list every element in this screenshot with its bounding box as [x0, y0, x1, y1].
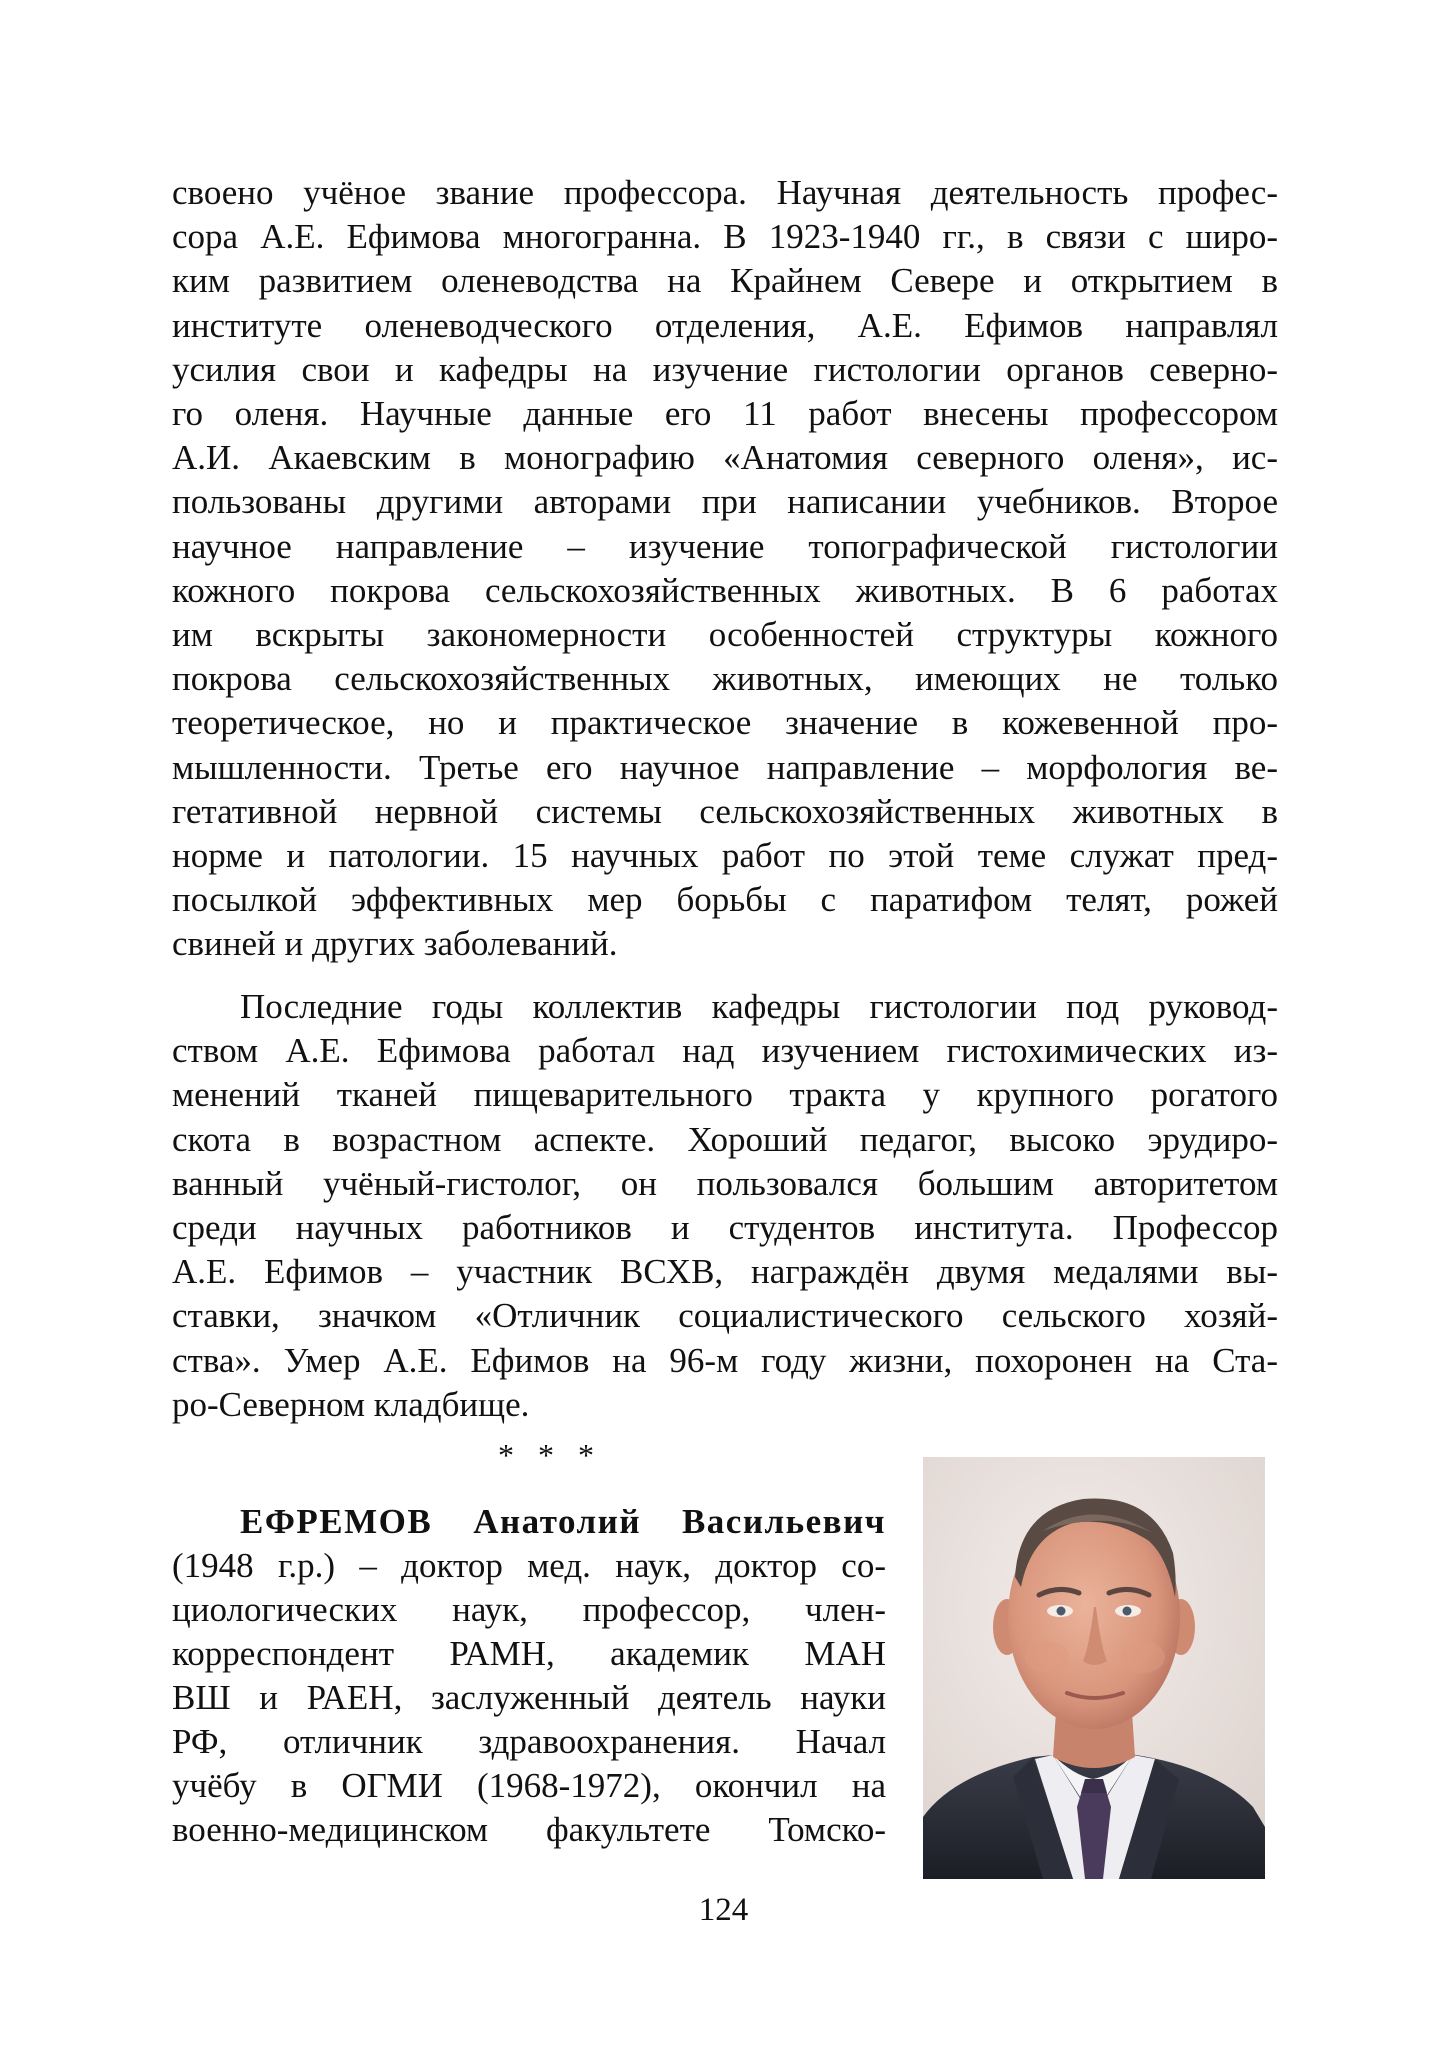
paragraph-line: свиней и других заболеваний.: [172, 924, 618, 964]
paragraph-line: мышленности. Третье его научное направление – морфология ве-: [172, 747, 1278, 787]
paragraph-line: А.Е. Ефимов – участник ВСХВ, награждён двумя медалями вы-: [172, 1252, 1278, 1292]
paragraph-line: институте оленеводческого отделения, А.Е. Ефимов направлял: [172, 305, 1278, 345]
paragraph-line: научное направление – изучение топографической гистологии: [172, 526, 1278, 566]
paragraph-line: го оленя. Научные данные его 11 работ внесены профессором: [172, 394, 1278, 434]
paragraph-line: А.И. Акаевским в монографию «Анатомия северного оленя», ис-: [172, 438, 1278, 478]
bio-line: (1948 г.р.) – доктор мед. наук, доктор со-: [172, 1546, 886, 1585]
paragraph-line: менений тканей пищеварительного тракта у крупного рогатого: [172, 1075, 1278, 1115]
paragraph-line: ванный учёный-гистолог, он пользовался большим авторитетом: [172, 1163, 1278, 1203]
portrait-photo: [923, 1457, 1265, 1879]
paragraph-line: скота в возрастном аспекте. Хороший педагог, высоко эрудиро-: [172, 1119, 1278, 1159]
bio-line: корреспондент РАМН, академик МАН: [172, 1634, 886, 1673]
paragraph-line: посылкой эффективных мер борьбы с паратифом телят, рожей: [172, 880, 1278, 920]
paragraph-line: ства». Умер А.Е. Ефимов на 96-м году жизни, похоронен на Ста-: [172, 1340, 1278, 1380]
paragraph-line: ством А.Е. Ефимова работал над изучением гистохимических из-: [172, 1031, 1278, 1071]
portrait-illustration: [923, 1457, 1265, 1879]
paragraph-line: им вскрыты закономерности особенностей структуры кожного: [172, 615, 1278, 655]
paragraph-line: Последние годы коллектив кафедры гистологии под руковод-: [240, 987, 1278, 1026]
section-separator: * * *: [498, 1437, 602, 1473]
paragraph-line: усилия свои и кафедры на изучение гистологии органов северно-: [172, 349, 1278, 389]
bio-line: ВШ и РАЕН, заслуженный деятель науки: [172, 1678, 886, 1717]
paragraph-1: [172, 171, 1278, 967]
paragraph-line: теоретическое, но и практическое значение в кожевенной про-: [172, 703, 1278, 743]
paragraph-2: [172, 985, 1278, 1427]
paragraph-line: гетативной нервной системы сельскохозяйственных животных в: [172, 791, 1278, 831]
paragraph-line: сора А.Е. Ефимова многогранна. В 1923-1940 гг., в связи с широ-: [172, 217, 1278, 257]
paragraph-line: норме и патологии. 15 научных работ по этой теме служат пред-: [172, 836, 1278, 876]
paragraph-line: ро-Северном кладбище.: [172, 1384, 530, 1424]
page-number: 124: [698, 1892, 749, 1928]
bio-line: циологических наук, профессор, член-: [172, 1590, 886, 1629]
paragraph-line: ставки, значком «Отличник социалистического сельского хозяй-: [172, 1296, 1278, 1336]
paragraph-line: среди научных работников и студентов института. Профессор: [172, 1208, 1278, 1248]
person-name: ЕФРЕМОВ Анатолий Васильевич: [240, 1502, 886, 1541]
bio-line: учёбу в ОГМИ (1968-1972), окончил на: [172, 1766, 886, 1805]
paragraph-line: своено учёное звание профессора. Научная деятельность профес-: [172, 173, 1278, 212]
paragraph-line: пользованы другими авторами при написании учебников. Второе: [172, 482, 1278, 522]
bio-heading-line: [172, 1500, 886, 1544]
biography-entry: [172, 1500, 886, 1852]
paragraph-line: ким развитием оленеводства на Крайнем Севере и открытием в: [172, 261, 1278, 301]
bio-line: военно-медицинском факультете Томско-: [172, 1810, 886, 1849]
bio-line: РФ, отличник здравоохранения. Начал: [172, 1722, 886, 1761]
paragraph-line: покрова сельскохозяйственных животных, имеющих не только: [172, 659, 1278, 699]
paragraph-line: кожного покрова сельскохозяйственных животных. В 6 работах: [172, 570, 1278, 610]
